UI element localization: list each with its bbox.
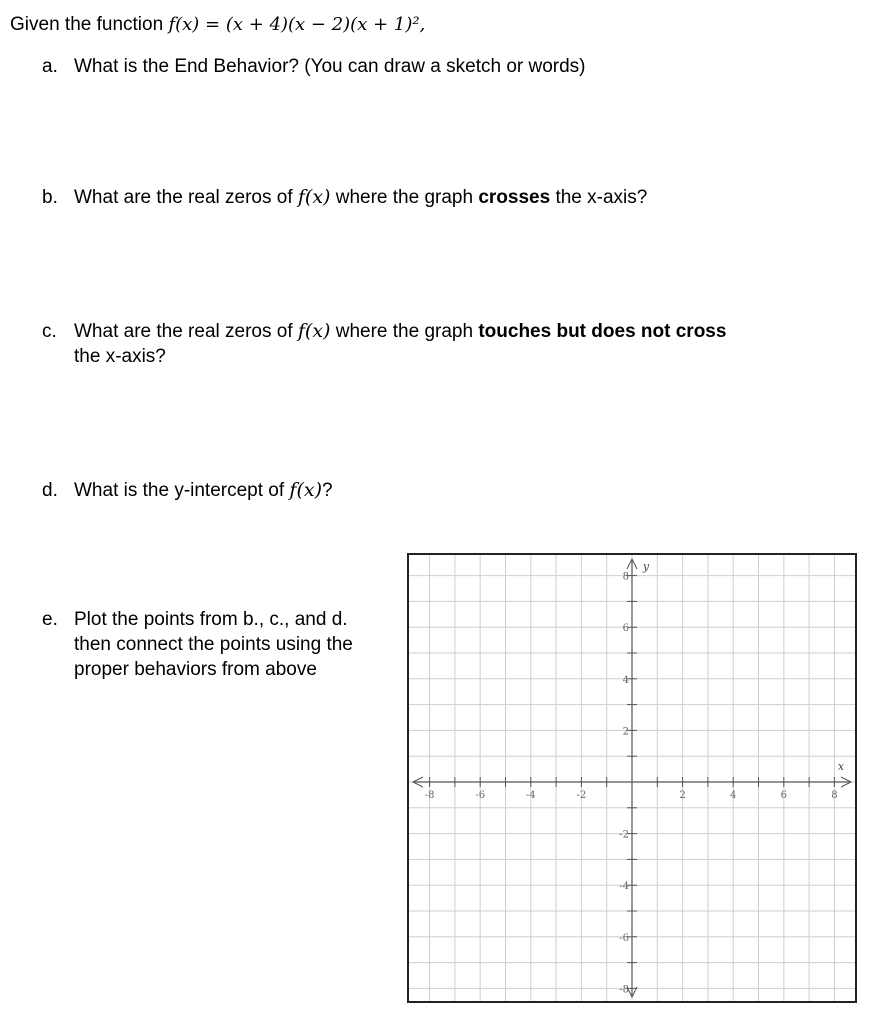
question-d-label: d.	[42, 480, 58, 501]
y-tick-label: 2	[622, 726, 629, 738]
stem-prefix: Given the function	[10, 14, 169, 35]
x-tick-label: 8	[831, 790, 838, 801]
question-a-text: What is the End Behavior? (You can draw a sketch or words)	[74, 56, 586, 77]
x-tick-label: 2	[679, 790, 686, 801]
question-b-text: What are the real zeros of f(x) where the graph crosses the x-axis?	[74, 186, 648, 208]
coordinate-grid[interactable]	[407, 553, 857, 1003]
question-e-line2: then connect the points using the	[74, 634, 353, 655]
question-b-label: b.	[42, 187, 58, 208]
x-tick-label: 6	[780, 790, 787, 801]
x-tick-label: -4	[525, 790, 536, 801]
question-c-text-line2: the x-axis?	[74, 346, 166, 367]
question-e-label: e.	[42, 609, 58, 630]
question-c-label: c.	[42, 321, 57, 342]
question-a-label: a.	[42, 56, 58, 77]
y-tick-label: 6	[622, 623, 629, 635]
function-expression: f(x) = (x + 4)(x − 2)(x + 1)²,	[168, 14, 426, 35]
question-e-line1: Plot the points from b., c., and d.	[74, 609, 348, 630]
x-tick-label: -6	[475, 790, 486, 801]
problem-stem	[10, 14, 425, 36]
y-tick-label: 8	[622, 571, 629, 583]
x-tick-label: 4	[730, 790, 737, 801]
x-tick-label: -2	[576, 790, 587, 801]
y-axis-label: y	[642, 560, 650, 573]
question-c-text: What are the real zeros of f(x) where the graph touches but does not cross	[74, 320, 727, 342]
x-axis-label: x	[837, 760, 845, 773]
y-tick-label: -2	[619, 829, 629, 841]
x-tick-label: -8	[424, 790, 435, 801]
y-tick-label: -6	[619, 932, 629, 944]
y-tick-label: -4	[619, 881, 629, 893]
y-tick-label: -8	[619, 984, 629, 996]
question-d-text: What is the y-intercept of f(x)?	[74, 479, 333, 501]
question-e-line3: proper behaviors from above	[74, 659, 317, 680]
coordinate-plane-svg[interactable]	[409, 555, 855, 1001]
y-tick-label: 4	[622, 674, 629, 686]
